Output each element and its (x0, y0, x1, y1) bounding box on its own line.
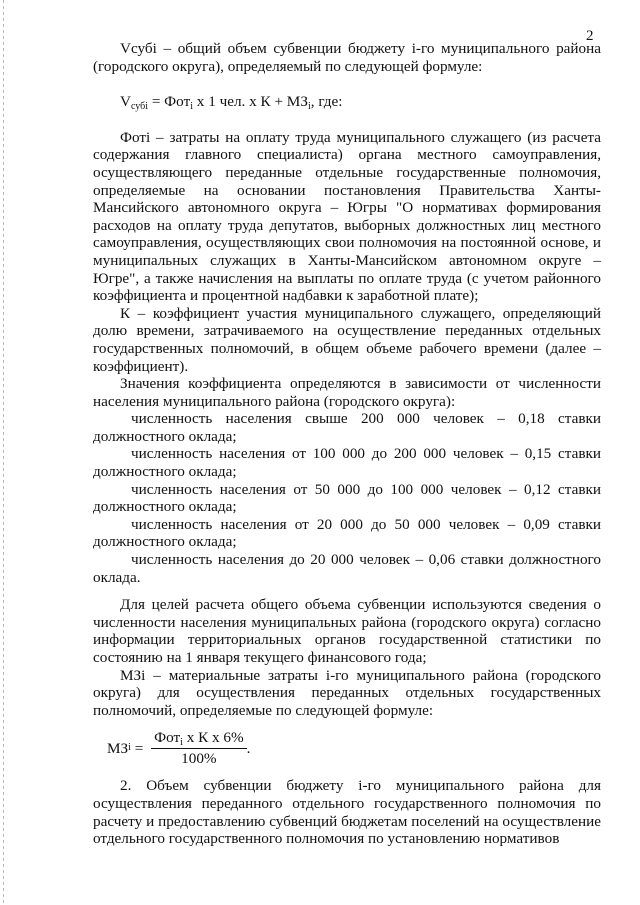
list-item-over-200000: численность населения свыше 200 000 человек – 0,18 ставки должностного оклада; (93, 410, 601, 445)
formula1-sub3: i (307, 101, 311, 113)
formula-subvention-volume (93, 93, 601, 111)
spacer (93, 75, 601, 93)
formula2-denominator: 100% (181, 749, 217, 767)
list-item-100000-200000: численность населения от 100 000 до 200 000 человек – 0,15 ставки должностного оклада; (93, 445, 601, 481)
paragraph-coefficient-values: Значения коэффициента определяются в зависимости от численности населения муниципального района (городского округа): (93, 375, 601, 410)
formula2-num-rest: х К х 6% (182, 729, 244, 747)
formula1-tail: , где: (310, 93, 343, 111)
list-item-under-20000: численность населения до 20 000 человек – 0,06 ставки должностного оклада. (93, 551, 601, 586)
paragraph-section-2: 2. Объем субвенции бюджету i-го муниципального района для осуществления переданного отдельного государственного полномочия по расчету и предоставлению субвенций бюджетам поселений на осуществление отдельного государственного полномочия по установлению нормативов (93, 777, 601, 848)
formula2-lhs: МЗ (107, 739, 129, 757)
formula1-v: V (120, 93, 131, 111)
document-body (93, 40, 601, 848)
paragraph-fot-definition: Фотi – затраты на оплату труда муниципального служащего (из расчета содержания главного специалиста) органа местного самоуправления, осуществляющего переданные отдельные государственные полномочия, определяемые на основании постановления Правительства Ханты-Мансийского автономного округа – Югры "О нормативах формирования расходов на оплату труда депутатов, выборных должностных лиц местного самоуправления, осуществляющих свои полномочия на постоянной основе, и муниципальных служащих в Ханты-Мансийском автономном округе – Югре", а также начисления на выплаты по оплате труда (с учетом районного коэффициента и процентной надбавки к заработной плате); (93, 128, 601, 305)
spacer (93, 586, 601, 596)
formula2-num-fot: Фот (154, 729, 181, 747)
page-number: 2 (586, 28, 594, 44)
formula2-num-sub: i (180, 737, 183, 749)
formula1-sub2: i (190, 101, 193, 113)
formula2-fraction (151, 729, 247, 767)
scan-edge-artifact (3, 0, 4, 905)
formula1-rest: х 1 чел. х К + МЗ (193, 93, 308, 111)
paragraph-k-definition: К – коэффициент участия муниципального служащего, определяющий долю времени, затрачиваемого на осуществление переданных отдельных государственных полномочий, в общем объеме рабочего времени (далее – коэффициент). (93, 304, 601, 375)
paragraph-volume-definition: Vсубi – общий объем субвенции бюджету i-го муниципального района (городского округа), определяемый по следующей формуле: (93, 40, 601, 75)
spacer (93, 719, 601, 729)
spacer (93, 111, 601, 129)
formula2-end: . (246, 739, 251, 757)
formula2-numerator (151, 729, 247, 749)
list-item-20000-50000: численность населения от 20 000 до 50 000 человек – 0,09 ставки должностного оклада; (93, 515, 601, 551)
formula1-body: = Фот (148, 93, 191, 111)
formula1-sub: субi (130, 101, 149, 113)
formula2-eq: = (130, 739, 148, 757)
paragraph-population-data: Для целей расчета общего объема субвенции используются сведения о численности населения муниципальных района (городского округа) согласно информации территориальных органов государственной статистики по состоянию на 1 января текущего финансового года; (93, 596, 601, 666)
spacer (93, 767, 601, 777)
formula-material-costs: МЗ i = $\frac{Фот_i х К х 6\%}{100\%}$ . (107, 729, 251, 767)
list-item-50000-100000: численность населения от 50 000 до 100 000 человек – 0,12 ставки должностного оклада; (93, 480, 601, 516)
paragraph-mz-definition: МЗi – материальные затраты i-го муниципального района (городского округа) для осуществления переданных отдельных государственных полномочий, определяемые по следующей формуле: (93, 666, 601, 719)
